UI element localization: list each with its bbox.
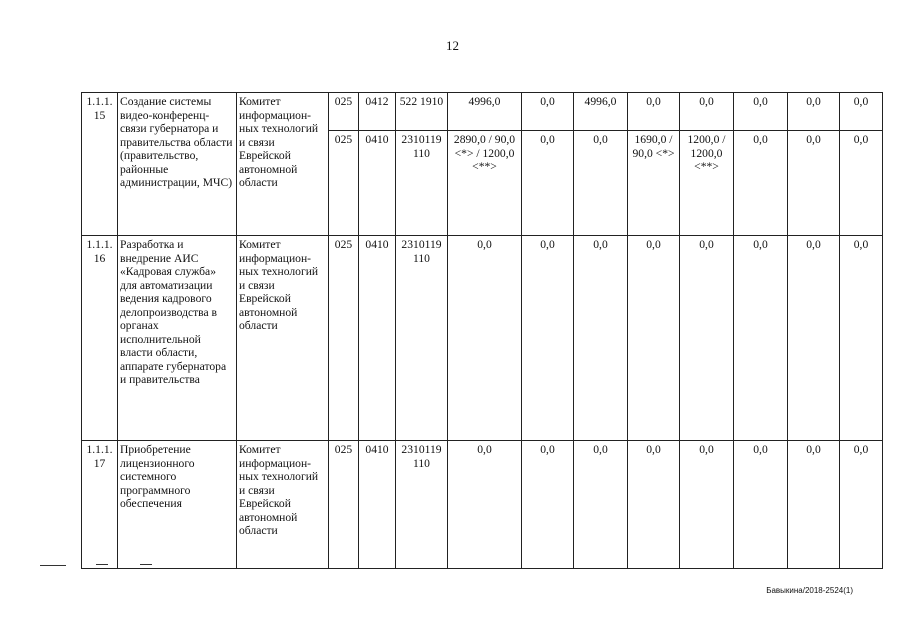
cell-total: 2890,0 / 90,0 <*> / 1200,0 <**> [448,131,522,236]
cell-2015: 0,0 [522,236,574,441]
row-executor: Комитет информацион-ных технологий и связи Еврейской автономной области [237,441,329,569]
cell-total: 0,0 [448,441,522,569]
cell-2017: 0,0 [628,236,680,441]
cell-2020: 0,0 [788,131,840,236]
cell-2021: 0,0 [840,236,883,441]
scan-artifact-line [40,565,66,566]
cell-csr: 2310119 110 [396,441,448,569]
row-id: 1.1.1. 16 [82,236,118,441]
cell-grbs: 025 [329,93,359,131]
cell-rzpr: 0410 [359,131,396,236]
cell-2018: 1200,0 / 1200,0 <**> [680,131,734,236]
cell-rzpr: 0410 [359,236,396,441]
table-row [82,236,883,441]
scan-artifact-line [96,564,108,565]
cell-2021: 0,0 [840,93,883,131]
page-number: 12 [446,38,459,53]
row-name: Разработка и внедрение АИС «Кадровая служба» для автоматизации ведения кадрового делопроизводства в органах исполнительной власти области, аппарате губернатора и правительства [118,236,237,441]
cell-2019: 0,0 [734,236,788,441]
cell-2016: 4996,0 [574,93,628,131]
cell-2019: 0,0 [734,131,788,236]
cell-2019: 0,0 [734,93,788,131]
cell-rzpr: 0412 [359,93,396,131]
cell-2018: 0,0 [680,441,734,569]
cell-2020: 0,0 [788,441,840,569]
table-row [82,93,883,131]
cell-rzpr: 0410 [359,441,396,569]
cell-total: 0,0 [448,236,522,441]
table-row [82,441,883,569]
budget-table [81,92,883,569]
document-code: Бавыкина/2018-2524(1) [766,586,853,595]
cell-2015: 0,0 [522,441,574,569]
row-id: 1.1.1. 17 [82,441,118,569]
row-name: Приобретение лицензионного системного программного обеспечения [118,441,237,569]
scan-artifact-line [140,564,152,565]
cell-total: 4996,0 [448,93,522,131]
cell-2015: 0,0 [522,93,574,131]
cell-2016: 0,0 [574,441,628,569]
cell-csr: 2310119 110 [396,131,448,236]
cell-grbs: 025 [329,236,359,441]
cell-2018: 0,0 [680,93,734,131]
row-executor: Комитет информацион-ных технологий и связи Еврейской автономной области [237,236,329,441]
cell-grbs: 025 [329,441,359,569]
row-name: Создание системы видео-конференц-связи губернатора и правительства области (правительство, районные администрации, МЧС) [118,93,237,236]
cell-2019: 0,0 [734,441,788,569]
cell-2018: 0,0 [680,236,734,441]
cell-grbs: 025 [329,131,359,236]
cell-2016: 0,0 [574,236,628,441]
row-id: 1.1.1. 15 [82,93,118,236]
cell-2016: 0,0 [574,131,628,236]
cell-2021: 0,0 [840,441,883,569]
cell-2017: 0,0 [628,93,680,131]
cell-2015: 0,0 [522,131,574,236]
cell-csr: 2310119 110 [396,236,448,441]
cell-2017: 1690,0 / 90,0 <*> [628,131,680,236]
cell-2017: 0,0 [628,441,680,569]
row-executor: Комитет информацион-ных технологий и связи Еврейской автономной области [237,93,329,236]
cell-2020: 0,0 [788,236,840,441]
cell-2020: 0,0 [788,93,840,131]
cell-csr: 522 1910 [396,93,448,131]
cell-2021: 0,0 [840,131,883,236]
